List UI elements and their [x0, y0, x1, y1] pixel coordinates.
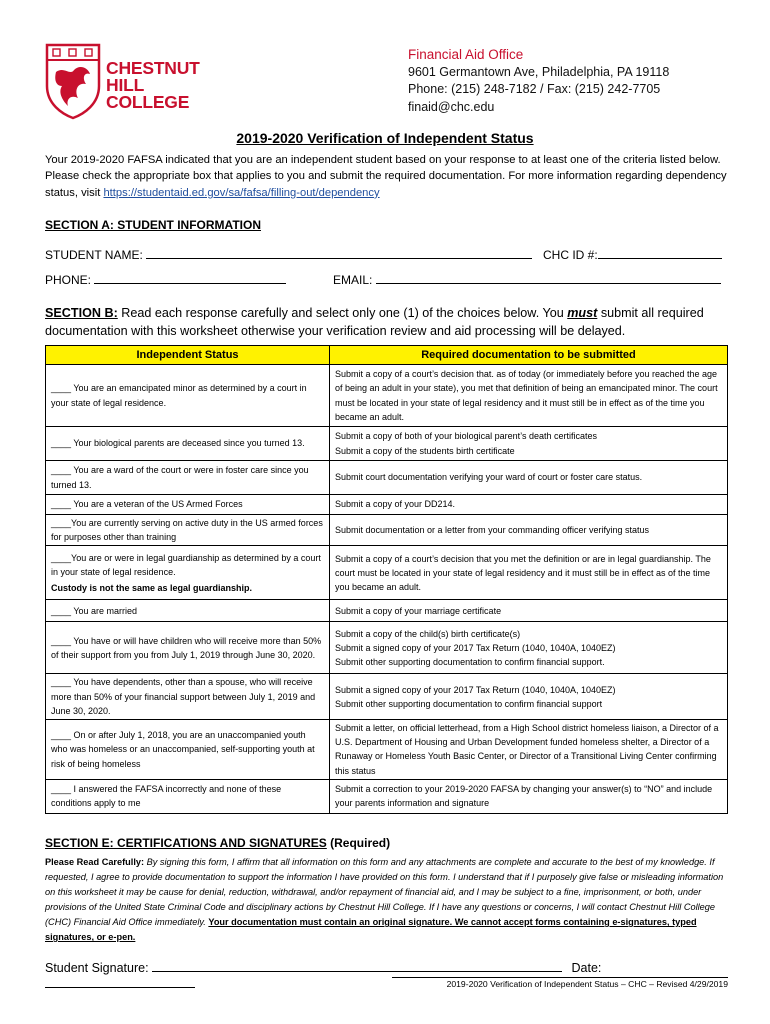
phone-field[interactable]	[94, 271, 286, 284]
signature-label: Student Signature:	[45, 961, 153, 975]
status-cell[interactable]	[46, 515, 330, 546]
status-text: ____ I answered the FAFSA incorrectly and none of these conditions apply to me	[51, 784, 282, 809]
status-text: ____ You are a ward of the court or were in foster care since you turned 13.	[51, 465, 309, 490]
docs-cell: Submit documentation or a letter from your commanding officer verifying status	[330, 515, 728, 546]
status-cell[interactable]	[46, 427, 330, 461]
status-text: ____ You have dependents, other than a spouse, who will receive more than 50% of your financial support between July 1, 2019 and June 30, 2020.	[51, 677, 316, 716]
email-field[interactable]	[376, 271, 721, 284]
shield-icon	[44, 42, 102, 120]
table-row	[46, 674, 728, 720]
docs-cell: Submit a signed copy of your 2017 Tax Return (1040, 1040A, 1040EZ) Submit other supporting documentation to confirm financial support	[330, 674, 728, 720]
certification-text	[45, 855, 735, 945]
table-row	[46, 779, 728, 813]
section-e-required: (Required)	[326, 836, 391, 850]
status-cell[interactable]	[46, 461, 330, 495]
phone-label: PHONE:	[45, 273, 95, 287]
status-text: ____You are currently serving on active duty in the US armed forces for purposes other than training	[51, 518, 323, 543]
student-name-label: STUDENT NAME:	[45, 248, 147, 262]
section-b-text-2: submit all required documentation with this worksheet otherwise your verification review and aid processing will be delayed.	[45, 306, 704, 338]
intro-text: Your 2019-2020 FAFSA indicated that you are an independent student based on your response to at least one of the criteria listed below. Please check the appropriate box that applies to you and submit the required documentation. For more information regarding dependency status, visit	[45, 154, 727, 199]
dependency-link[interactable]: https://studentaid.ed.gov/sa/fafsa/filling-out/dependency	[103, 186, 380, 199]
status-cell[interactable]	[46, 674, 330, 720]
col-header-status: Independent Status	[46, 346, 330, 365]
date-label: Date:	[571, 961, 602, 975]
status-text: ____ You are a veteran of the US Armed Forces	[51, 499, 243, 510]
section-a-heading: SECTION A: STUDENT INFORMATION	[45, 218, 261, 232]
student-name-field[interactable]	[146, 246, 532, 259]
student-name-row	[45, 246, 532, 262]
status-cell[interactable]	[46, 600, 330, 622]
certification-lead: Please Read Carefully:	[45, 857, 145, 867]
email-label: EMAIL:	[333, 273, 376, 287]
page-footer: 2019-2020 Verification of Independent Status – CHC – Revised 4/29/2019	[392, 977, 728, 989]
date-field[interactable]	[45, 975, 195, 988]
office-name: Financial Aid Office	[408, 47, 524, 62]
status-cell[interactable]	[46, 365, 330, 427]
table-row	[46, 600, 728, 622]
section-e-heading-row	[45, 836, 390, 850]
signature-field[interactable]	[152, 959, 562, 972]
section-b-must: must	[567, 306, 598, 320]
table-row	[46, 365, 728, 427]
certification-body: By signing this form, I affirm that all information on this form and any attachments are complete and accurate to the best of my knowledge. If requested, I agree to provide documentation to support the information I have provided on this form. I understand that if I purposely give false or misleading information on this worksheet it may be cause for denial, reduction, withdrawal, and/or repayment of financial aid, and I may be subject to a fine, imprisonment, or both, under provisions of the United State Criminal Code and disciplinary actions by Chestnut Hill College. If I have any questions or concerns, I will contact Chestnut Hill College (CHC) Financial Aid Office immediately.	[45, 857, 724, 927]
office-contact	[408, 46, 669, 116]
status-cell[interactable]	[46, 495, 330, 515]
table-row	[46, 427, 728, 461]
docs-cell: Submit a correction to your 2019-2020 FAFSA by changing your answer(s) to “NO” and include your parents information and signature	[330, 779, 728, 813]
college-logo	[44, 42, 204, 120]
page-title: 2019-2020 Verification of Independent Status	[236, 130, 534, 146]
logo-line-3: COLLEGE	[106, 92, 190, 112]
logo-line-1: CHESTNUT	[106, 58, 200, 78]
independent-status-table	[45, 345, 728, 814]
table-row	[46, 515, 728, 546]
chc-id-field[interactable]	[598, 246, 722, 259]
office-address: 9601 Germantown Ave, Philadelphia, PA 19118	[408, 64, 670, 79]
status-text: ____ You are married	[51, 605, 138, 616]
status-text: ____ You are an emancipated minor as determined by a court in your state of legal residence.	[51, 383, 307, 408]
status-cell[interactable]	[46, 622, 330, 674]
chc-id-label: CHC ID #:	[543, 248, 598, 262]
phone-row	[45, 271, 286, 287]
status-cell[interactable]	[46, 779, 330, 813]
table-row	[46, 720, 728, 780]
table-row	[46, 461, 728, 495]
section-b-intro	[45, 304, 745, 340]
docs-cell: Submit a copy of the child(s) birth certificate(s) Submit a signed copy of your 2017 Tax Return (1040, 1040A, 1040EZ) Submit other supporting documentation to confirm financial support.	[330, 622, 728, 674]
status-text: ____ On or after July 1, 2018, you are an unaccompanied youth who was homeless or an unaccompanied, self-supporting youth at risk of being homeless	[51, 730, 315, 769]
status-text: ____ You have or will have children who will receive more than 50% of their support from you from July 1, 2019 through June 30, 2020.	[51, 635, 322, 660]
table-row	[46, 622, 728, 674]
status-text: ____ Your biological parents are deceased since you turned 13.	[51, 438, 305, 449]
docs-cell: Submit a copy of a court’s decision that you met the definition or are in legal guardianship. The court must be located in your state of legal residency and it must still be in effect as of the time you became an adult.	[330, 546, 728, 600]
section-b-label: SECTION B:	[45, 306, 118, 320]
docs-cell: Submit a copy of your DD214.	[330, 495, 728, 515]
section-b-text-1: Read each response carefully and select only one (1) of the choices below. You	[117, 306, 568, 320]
table-row	[46, 495, 728, 515]
docs-cell: Submit a copy of a court’s decision that. as of today (or immediately before you reached the age of being an adult in your state), you met that definition of being an emancipated minor. The court must be located in your state of legal residency and it must still be in effect as of the time you became an adult.	[330, 365, 728, 427]
section-e-heading: SECTION E: CERTIFICATIONS AND SIGNATURES	[45, 836, 327, 850]
status-note: Custody is not the same as legal guardianship.	[51, 583, 253, 593]
office-email: finaid@chc.edu	[408, 99, 495, 114]
status-cell[interactable]	[46, 546, 330, 600]
email-row	[333, 271, 721, 287]
docs-cell: Submit a letter, on official letterhead, from a High School district homeless liaison, a Director of a U.S. Department of Housing and Urban Development funded homeless shelter, a Director of a Runaway or Homeless Youth Basic Center, or Director of a Transitional Living Center confirming this status	[330, 720, 728, 780]
table-row	[46, 546, 728, 600]
chc-id-row	[543, 246, 722, 262]
logo-line-2: HILL	[106, 75, 145, 95]
certification-emphasis: Your documentation must contain an original signature. We cannot accept forms containing e-signatures, typed signatures, or e-pen.	[45, 917, 697, 942]
docs-cell: Submit court documentation verifying your ward of court or foster care status.	[330, 461, 728, 495]
intro-paragraph	[45, 152, 735, 201]
status-cell[interactable]	[46, 720, 330, 780]
status-text: ____You are or were in legal guardianship as determined by a court in your state of legal residence.	[51, 552, 321, 577]
col-header-docs: Required documentation to be submitted	[330, 346, 728, 365]
office-phone: Phone: (215) 248-7182 / Fax: (215) 242-7705	[408, 82, 661, 96]
docs-cell: Submit a copy of your marriage certificate	[330, 600, 728, 622]
docs-cell: Submit a copy of both of your biological parent’s death certificates Submit a copy of the students birth certificate	[330, 427, 728, 461]
